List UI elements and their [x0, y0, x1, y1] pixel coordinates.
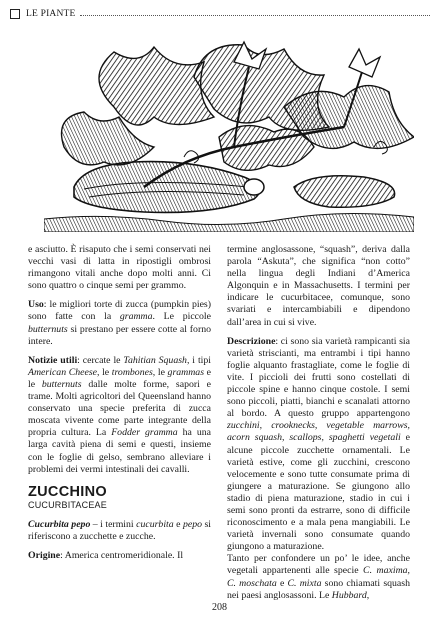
- header-square-icon: [10, 9, 20, 19]
- paragraph-notizie: Notizie utili: cercate le Tahitian Squash, i tipi American Cheese, le trombones, le grammas e le butternuts dalle molte forme, sapori e trame. Molti agricoltori del Queensland hanno conservato una specie preferita di zucca moscata vivente come parte integrante della propria cultura. La Fodder gramma ha una larga cavità piena di semi e questi, insieme con le foglie di gelso, sembrano alleviare i problemi dei vermi intestinali dei cavalli.: [28, 354, 212, 475]
- page-number: 208: [212, 602, 227, 613]
- origine-label: Origine: [28, 550, 61, 562]
- left-column: [28, 244, 211, 569]
- header-dotted-rule: [80, 15, 430, 16]
- notizie-label: Notizie utili: [28, 354, 78, 366]
- running-header: [10, 7, 430, 21]
- section-subtitle: CUCURBITACEAE: [28, 499, 107, 510]
- uso-label: Uso: [28, 299, 44, 311]
- zucchini-plant-illustration: [44, 37, 414, 232]
- paragraph-cucurbita: Cucurbita pepo – i termini cucurbita e pepo si riferiscono a zucchette e zucche.: [28, 518, 211, 542]
- paragraph-origine: Origine: America centromeridionale. Il: [28, 550, 184, 562]
- paragraph-uso: Uso: le migliori torte di zucca (pumpkin pies) sono fatte con la gramma. Le piccole butternuts si prestano per essere cotte al forno intere.: [28, 299, 211, 347]
- cucurbita-label: Cucurbita pepo: [28, 518, 91, 530]
- descrizione-label: Descrizione: [227, 335, 276, 347]
- paragraph-squash-term: termine anglosassone, “squash”, deriva dalla parola “Askuta”, che significa “non cotto” nella lingua degli Indiani d’America Algonquin e in Massachusetts. I termini per indicare le cucurbitacee, comunque, sono svariati e intercambiabili e dipendono dall’area in cui si vive.: [227, 244, 410, 328]
- section-title: ZUCCHINO: [28, 483, 107, 500]
- paragraph-descrizione: Descrizione: ci sono sia varietà rampicanti sia varietà striscianti, ma entrambi i tipi hanno foglie alquanto frastagliate, come le foglie di vite. I piccioli dei frutti sono costellati di piccole spine e hanno cinque costole. I semi sono piccoli, piatti, bianchi e scanalati attorno al bordo. A questo gruppo appartengono zucchini, crooknecks, vegetable marrows, acorn squash, scallops, spaghetti vegetali e alcune piccole zucchette ornamentali. Le varietà estive, come gli zucchini, crescono velocemente e sono tutte consumate prima di giungere a maturazione. Se giungono allo stadio di piena maturazione, stadio in cui i semi sono pronti da estrarre, sono di difficile riconoscimento e a mala pena mangiabili. Le varietà invernali sono consumate quando giungono a maturazione.: [227, 335, 410, 553]
- paragraph-seeds: e asciutto. È risaputo che i semi conservati nei vecchi vasi di latta in ripostigli ombrosi rimangono vitali anche dopo molti anni. Ci sono quattro o cinque semi per grammo.: [28, 244, 211, 292]
- right-column: [227, 244, 410, 609]
- header-title: LE PIANTE: [26, 9, 76, 19]
- paragraph-confusion: Tanto per confondere un po’ le idee, anche vegetali appartenenti alle specie C. maxima, C. moschata e C. mixta sono chiamati squash nei paesi anglosassoni. Le Hubbard,: [227, 553, 410, 601]
